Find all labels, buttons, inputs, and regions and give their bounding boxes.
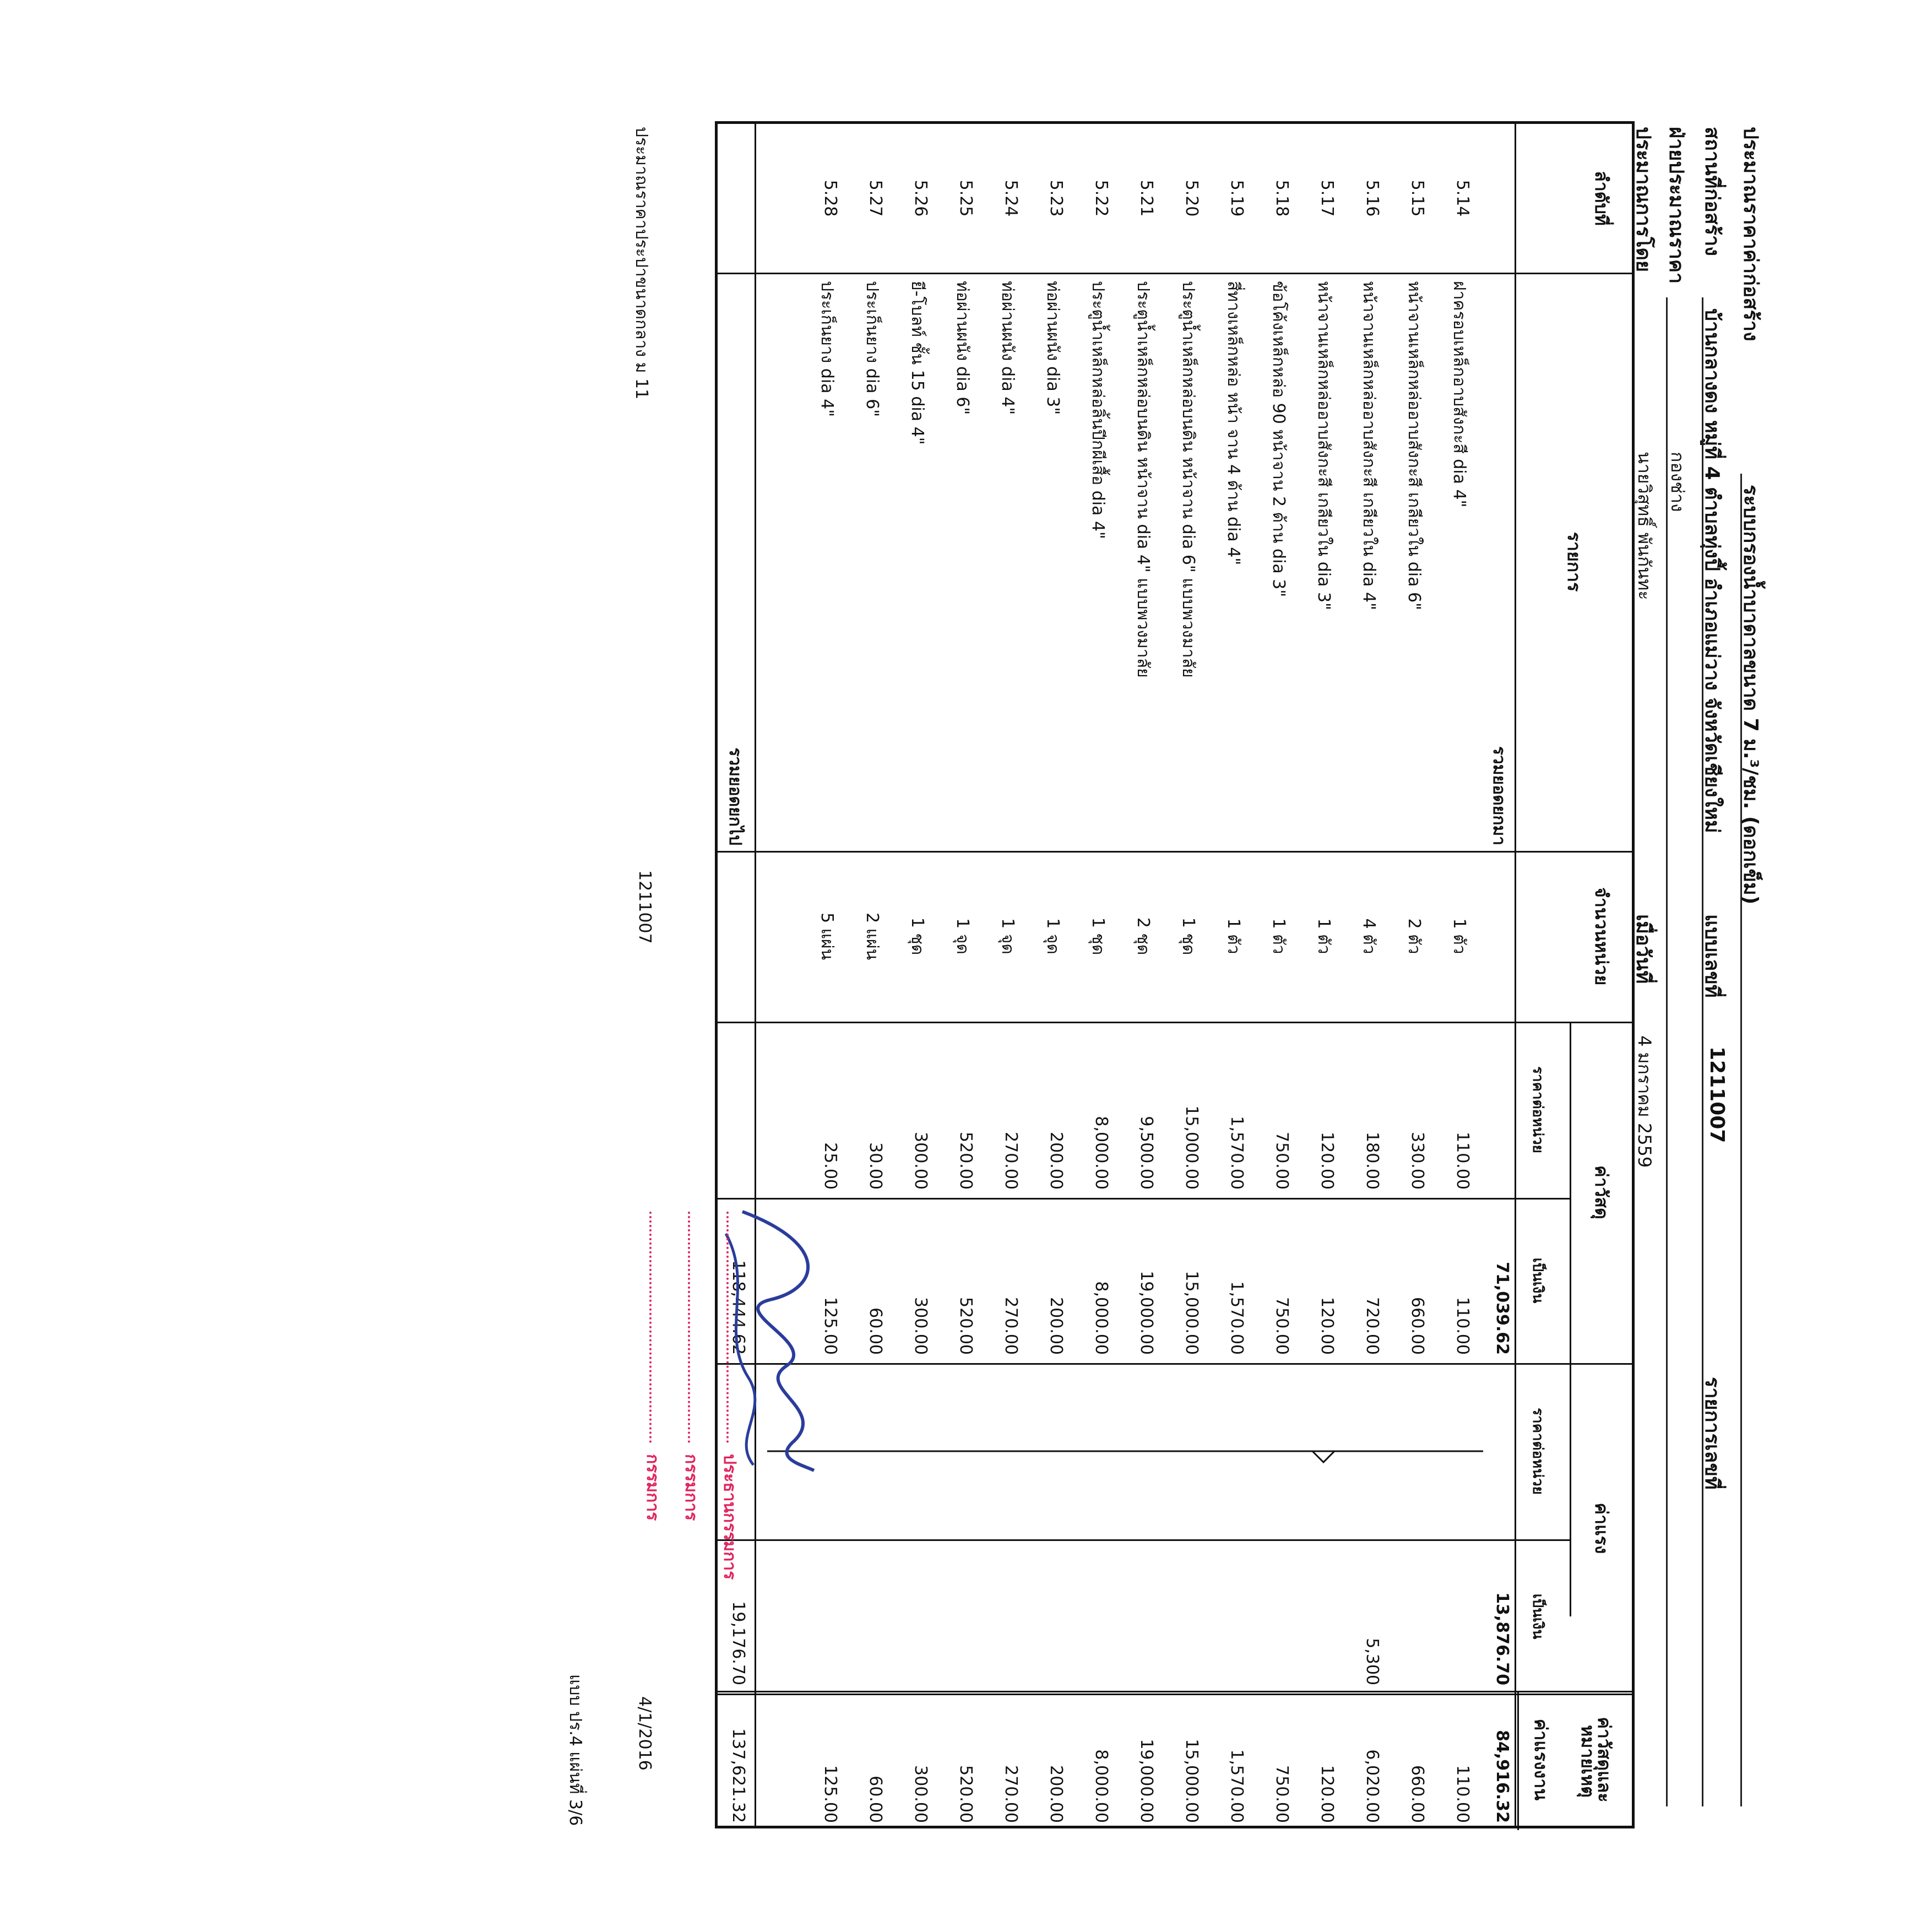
member2-sign-line xyxy=(649,1212,652,1443)
carried-out-labor: 19,176.70 xyxy=(729,1601,748,1685)
row-mat-unit: 330.00 xyxy=(1408,1132,1427,1190)
member1-sign-line xyxy=(688,1212,690,1443)
row-total: 270.00 xyxy=(1001,1765,1021,1823)
header-labor-amount: เป็นเงิน xyxy=(1529,1593,1546,1640)
row-qty: 4 ตัว xyxy=(1359,918,1379,954)
row-qty: 1 ตัว xyxy=(1269,918,1288,954)
carried-out-total: 137,621.32 xyxy=(729,1728,748,1823)
row-mat-amount: 520.00 xyxy=(956,1297,975,1355)
signature-mark xyxy=(709,1201,853,1476)
date-label: เมื่อวันที่ xyxy=(1632,914,1654,984)
header-labor: ค่าแรง xyxy=(1591,1502,1612,1554)
dept-label: ฝ่ายประมาณราคา xyxy=(1665,127,1687,284)
row-mat-amount: 110.00 xyxy=(1453,1297,1472,1355)
row-mat-amount: 750.00 xyxy=(1272,1297,1291,1355)
row-qty: 1 ตัว xyxy=(1450,918,1469,954)
row-item: ประตูน้ำเหล็กหล่อลิ้นปีกผีเสื้อ dia 4" xyxy=(1088,281,1108,539)
estimator-value: นายวิสุทธิ์ พันกันทะ xyxy=(1634,452,1655,600)
row-item: ประเก็นยาง dia 6" xyxy=(862,281,882,417)
row-qty: 2 ชุด xyxy=(1133,917,1153,956)
row-no: 5.16 xyxy=(1363,180,1382,217)
row-item: หน้าจานเหล็กหล่ออาบสังกะสี เกลียวใน dia 3" xyxy=(1314,281,1333,610)
header-material-unit: ราคาต่อหน่วย xyxy=(1529,1066,1546,1153)
document-sheet xyxy=(528,0,1932,1932)
row-no: 5.19 xyxy=(1227,180,1246,217)
row-total: 15,000.00 xyxy=(1182,1739,1201,1823)
header-no: ลำดับที่ xyxy=(1591,171,1612,226)
row-total: 60.00 xyxy=(866,1776,885,1823)
row-qty: 1 ชุด xyxy=(1088,917,1108,956)
row-item: ประตูน้ำเหล็กหล่อบนดิน หน้าจาน dia 4" แบบพวงมาลัย xyxy=(1133,281,1153,678)
row-qty: 5 แผ่น xyxy=(817,912,837,960)
row-no: 5.26 xyxy=(911,180,930,217)
carried-in-material: 71,039.62 xyxy=(1493,1262,1512,1355)
row-mat-amount: 720.00 xyxy=(1363,1297,1382,1355)
row-mat-amount: 19,000.00 xyxy=(1137,1271,1156,1355)
row-total: 750.00 xyxy=(1272,1765,1291,1823)
estimate-table xyxy=(715,121,1635,1828)
row-no: 5.18 xyxy=(1272,180,1291,217)
row-item: ประตูน้ำเหล็กหล่อบนดิน หน้าจาน dia 6" แบบพวงมาลัย xyxy=(1179,281,1198,678)
row-no: 5.21 xyxy=(1137,180,1156,217)
row-mat-amount: 660.00 xyxy=(1408,1297,1427,1355)
row-total: 110.00 xyxy=(1453,1765,1472,1823)
row-item: ยี-โบลท์ ชั้น 15 dia 4" xyxy=(908,281,927,445)
doc-title: ประมาณราคาค่าก่อสร้าง xyxy=(1739,127,1762,341)
row-total: 300.00 xyxy=(911,1765,930,1823)
row-mat-unit: 15,000.00 xyxy=(1182,1105,1201,1190)
footer-left: ประมาณราคาประปาขนาดกลาง ม 11 xyxy=(632,127,651,400)
row-total: 200.00 xyxy=(1046,1765,1066,1823)
header-material: ค่าวัสดุ xyxy=(1591,1165,1612,1219)
row-no: 5.15 xyxy=(1408,180,1427,217)
row-mat-unit: 25.00 xyxy=(821,1142,840,1190)
page-id: แบบ ปร.4 แผ่นที่ 3/6 xyxy=(566,1674,585,1826)
row-no: 5.24 xyxy=(1001,180,1021,217)
row-item: หน้าจานเหล็กหล่ออาบสังกะสี เกลียวใน dia 6" xyxy=(1404,281,1424,610)
row-no: 5.17 xyxy=(1317,180,1337,217)
row-mat-amount: 120.00 xyxy=(1317,1297,1337,1355)
row-item: ฝาครอบเหล็กอาบสังกะสี dia 4" xyxy=(1450,281,1469,508)
row-mat-unit: 120.00 xyxy=(1317,1132,1337,1190)
row-total: 8,000.00 xyxy=(1092,1749,1111,1823)
header-total-top: ค่าวัสดุและ xyxy=(1594,1717,1615,1803)
row-qty: 1 ตัว xyxy=(1314,918,1333,954)
row-qty: 1 ตัว xyxy=(1224,918,1243,954)
row-mat-unit: 200.00 xyxy=(1046,1132,1066,1190)
carried-out-material: 118,444.62 xyxy=(729,1260,748,1355)
footer-right: 4/1/2016 xyxy=(635,1696,654,1771)
date-value: 4 มกราคม 2559 xyxy=(1634,1035,1655,1168)
row-mat-unit: 300.00 xyxy=(911,1132,930,1190)
member2-label: กรรมการ xyxy=(643,1454,662,1521)
row-mat-unit: 30.00 xyxy=(866,1142,885,1190)
row-no: 5.25 xyxy=(956,180,975,217)
row-total: 520.00 xyxy=(956,1765,975,1823)
row-mat-amount: 1,570.00 xyxy=(1227,1281,1246,1355)
carried-out-label: รวมยอดยกไป xyxy=(725,747,745,845)
row-qty: 1 จุด xyxy=(953,918,972,954)
row-mat-unit: 180.00 xyxy=(1363,1132,1382,1190)
row-no: 5.14 xyxy=(1453,180,1472,217)
row-item: ประเก็นยาง dia 4" xyxy=(817,281,837,417)
row-mat-unit: 8,000.00 xyxy=(1092,1116,1111,1190)
row-qty: 2 แผ่น xyxy=(862,912,882,960)
row-qty: 1 จุด xyxy=(1043,918,1062,954)
row-total: 125.00 xyxy=(821,1765,840,1823)
row-mat-amount: 300.00 xyxy=(911,1297,930,1355)
header-qty: จำนวนหน่วย xyxy=(1591,887,1612,986)
row-qty: 1 จุด xyxy=(998,918,1017,954)
project-underline xyxy=(1740,474,1742,1806)
labor-bracket xyxy=(756,1363,1516,1539)
row-no: 5.28 xyxy=(821,180,840,217)
header-labor-unit: ราคาต่อหน่วย xyxy=(1529,1408,1546,1495)
header-total-bottom: ค่าแรงงาน xyxy=(1531,1718,1551,1801)
site-value: บ้านกลางดง หมู่ที่ 4 ตำบลทุ่งปี้ อำเภอแม่วาง จังหวัดเชียงใหม่ xyxy=(1701,308,1723,833)
site-label: สถานที่ก่อสร้าง xyxy=(1701,127,1723,256)
footer-center: 1211007 xyxy=(635,870,654,944)
row-lab-amount: 5,300 xyxy=(1363,1638,1382,1685)
member1-label: กรรมการ xyxy=(681,1454,701,1521)
dept-value: กองช่าง xyxy=(1667,452,1688,512)
row-mat-amount: 200.00 xyxy=(1046,1297,1066,1355)
row-mat-amount: 125.00 xyxy=(821,1297,840,1355)
chair-sign-line xyxy=(726,1212,729,1443)
row-total: 660.00 xyxy=(1408,1765,1427,1823)
row-total: 120.00 xyxy=(1317,1765,1337,1823)
row-item: ข้อโค้งเหล็กหล่อ 90 หน้าจาน 2 ด้าน dia 3" xyxy=(1269,281,1288,598)
header-item: รายการ xyxy=(1564,531,1584,592)
form-no-value: 1211007 xyxy=(1706,1046,1728,1143)
dept-underline xyxy=(1666,297,1668,1806)
row-mat-amount: 60.00 xyxy=(866,1307,885,1355)
project-name: ระบบกรองน้ำบาดาลขนาด 7 ม.³/ชม. (ดอกเข็ม) xyxy=(1739,485,1762,905)
row-mat-unit: 270.00 xyxy=(1001,1132,1021,1190)
carried-in-labor: 13,876.70 xyxy=(1493,1592,1512,1685)
row-no: 5.23 xyxy=(1046,180,1066,217)
row-mat-amount: 270.00 xyxy=(1001,1297,1021,1355)
item-no-label: รายการเลขที่ xyxy=(1701,1377,1723,1490)
row-total: 1,570.00 xyxy=(1227,1749,1246,1823)
chair-label: ประธานกรรมการ xyxy=(720,1454,739,1580)
row-mat-unit: 520.00 xyxy=(956,1132,975,1190)
header-material-amount: เป็นเงิน xyxy=(1529,1257,1546,1304)
row-mat-unit: 1,570.00 xyxy=(1227,1116,1246,1190)
row-qty: 1 ชุด xyxy=(1179,917,1198,956)
row-total: 6,020.00 xyxy=(1363,1749,1382,1823)
row-mat-unit: 9,500.00 xyxy=(1137,1116,1156,1190)
remark-column xyxy=(715,1691,1635,1830)
row-no: 5.20 xyxy=(1182,180,1201,217)
row-total: 19,000.00 xyxy=(1137,1739,1156,1823)
row-qty: 1 ชุด xyxy=(908,917,927,956)
row-qty: 2 ตัว xyxy=(1404,918,1424,954)
carried-in-label: รวมยอดยกมา xyxy=(1489,746,1508,845)
row-mat-amount: 15,000.00 xyxy=(1182,1271,1201,1355)
row-mat-amount: 8,000.00 xyxy=(1092,1281,1111,1355)
row-item: หน้าจานเหล็กหล่ออาบสังกะสี เกลียวใน dia 4" xyxy=(1359,281,1379,610)
row-item: ท่อผ่านผนัง dia 3" xyxy=(1043,281,1062,415)
row-no: 5.27 xyxy=(866,180,885,217)
carried-in-total: 84,916.32 xyxy=(1493,1730,1512,1823)
row-item: ท่อผ่านผนัง dia 4" xyxy=(998,281,1017,415)
form-no-label: แบบเลขที่ xyxy=(1701,914,1723,998)
estimator-label: ประมาณการโดย xyxy=(1632,127,1654,273)
header-remark: หมายเหตุ xyxy=(1577,1725,1598,1798)
site-underline xyxy=(1702,297,1703,1806)
row-mat-unit: 750.00 xyxy=(1272,1132,1291,1190)
row-item: สี่ทางเหล็กหล่อ หน้า จาน 4 ด้าน dia 4" xyxy=(1224,281,1243,566)
row-mat-unit: 110.00 xyxy=(1453,1132,1472,1190)
row-no: 5.22 xyxy=(1092,180,1111,217)
row-item: ท่อผ่านผนัง dia 6" xyxy=(953,281,972,415)
